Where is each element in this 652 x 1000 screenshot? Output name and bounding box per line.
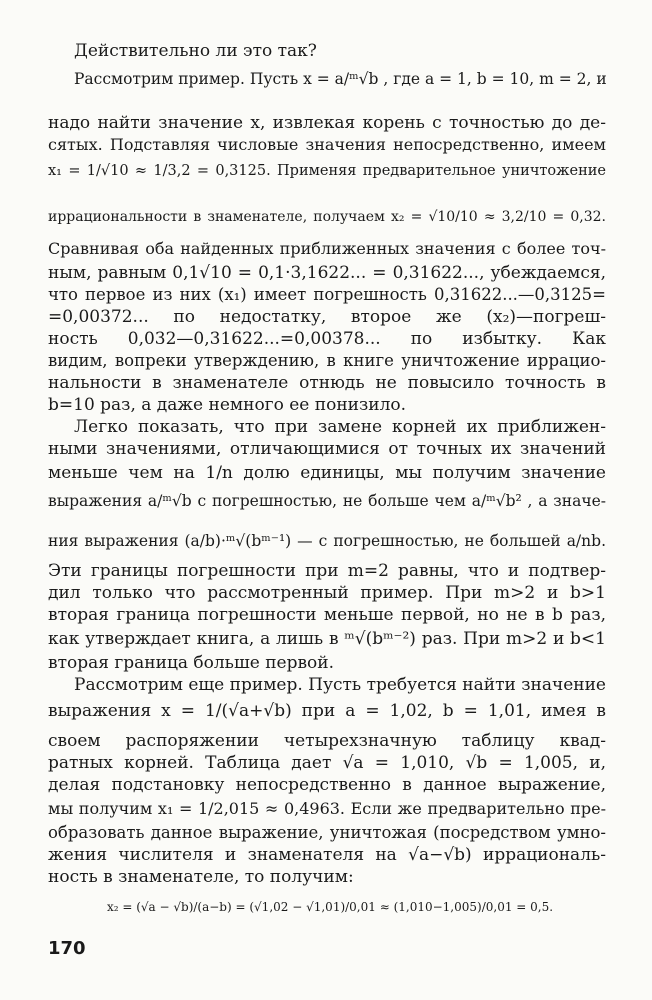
text-line: Действительно ли это так? xyxy=(74,41,317,61)
text-line: мы получим x₁ = 1/2,015 ≈ 0,4963. Если же предварительно пре- xyxy=(48,799,606,818)
text-line: своем распоряжении четырехзначную таблицу квад- xyxy=(48,731,606,751)
text-line: ными значениями, отличающимися от точных их значений xyxy=(48,439,606,459)
text-line: Сравнивая оба найденных приближенных значения с более точ- xyxy=(48,239,606,258)
text-line: ратных корней. Таблица дает √a = 1,010, √b = 1,005, и, xyxy=(48,753,606,773)
text-line: Рассмотрим пример. Пусть x = a/ᵐ√b , где a = 1, b = 10, m = 2, и xyxy=(74,70,607,88)
text-line: делая подстановку непосредственно в данное выражение, xyxy=(48,775,606,795)
text-line: как утверждает книга, а лишь в ᵐ√(bᵐ⁻²) раз. При m>2 и b<1 xyxy=(48,629,606,649)
text-line: вторая граница погрешности меньше первой, но не в b раз, xyxy=(48,605,606,625)
text-line: сятых. Подставляя числовые значения непосредственно, имеем xyxy=(48,135,606,154)
text-line: видим, вопреки утверждению, в книге уничтожение иррацио- xyxy=(48,351,606,370)
text-line: вторая граница больше первой. xyxy=(48,653,335,673)
text-line: образовать данное выражение, уничтожая (посредством умно- xyxy=(48,823,606,842)
display-formula: x₂ = (√a − √b)/(a−b) = (√1,02 − √1,01)/0,01 ≈ (1,010−1,005)/0,01 = 0,5. xyxy=(106,900,554,914)
text-line: что первое из них (x₁) имеет погрешность 0,31622...—0,3125= xyxy=(48,285,606,304)
text-line: Легко показать, что при замене корней их приближен- xyxy=(74,417,606,437)
text-line: меньше чем на 1/n долю единицы, мы получим значение xyxy=(48,463,606,483)
text-line: ность в знаменателе, то получим: xyxy=(48,867,354,887)
text-line: нальности в знаменателе отнюдь не повысило точность в xyxy=(48,373,606,393)
text-line: жения числителя и знаменателя на √a−√b) иррациональ- xyxy=(48,845,606,865)
text-line: надо найти значение x, извлекая корень с точностью до де- xyxy=(48,113,606,133)
text-line: ным, равным 0,1√10 = 0,1·3,1622... = 0,31622..., убеждаемся, xyxy=(48,263,606,283)
text-line: выражения a/ᵐ√b с погрешностью, не больше чем a/ᵐ√b² , а значе- xyxy=(48,492,606,510)
text-line: дил только что рассмотренный пример. При m>2 и b>1 xyxy=(48,583,606,603)
text-line: ность 0,032—0,31622...=0,00378... по избытку. Как xyxy=(48,329,606,349)
text-line: иррациональности в знаменателе, получаем x₂ = √10/10 ≈ 3,2/10 = 0,32. xyxy=(48,209,606,225)
text-line: Эти границы погрешности при m=2 равны, что и подтвер- xyxy=(48,561,606,581)
page-number: 170 xyxy=(48,938,86,959)
text-line: x₁ = 1/√10 ≈ 1/3,2 = 0,3125. Применяя предварительное уничтожение xyxy=(48,163,606,179)
text-line: =0,00372... по недостатку, второе же (x₂)—погреш- xyxy=(48,307,606,327)
text-line: ния выражения (a/b)·ᵐ√(bᵐ⁻¹) — с погрешностью, не большей a/nb. xyxy=(48,532,606,550)
text-line: b=10 раз, а даже немного ее понизило. xyxy=(48,395,407,415)
text-line: Рассмотрим еще пример. Пусть требуется найти значение xyxy=(74,675,606,695)
text-line: выражения x = 1/(√a+√b) при a = 1,02, b = 1,01, имея в xyxy=(48,701,606,721)
